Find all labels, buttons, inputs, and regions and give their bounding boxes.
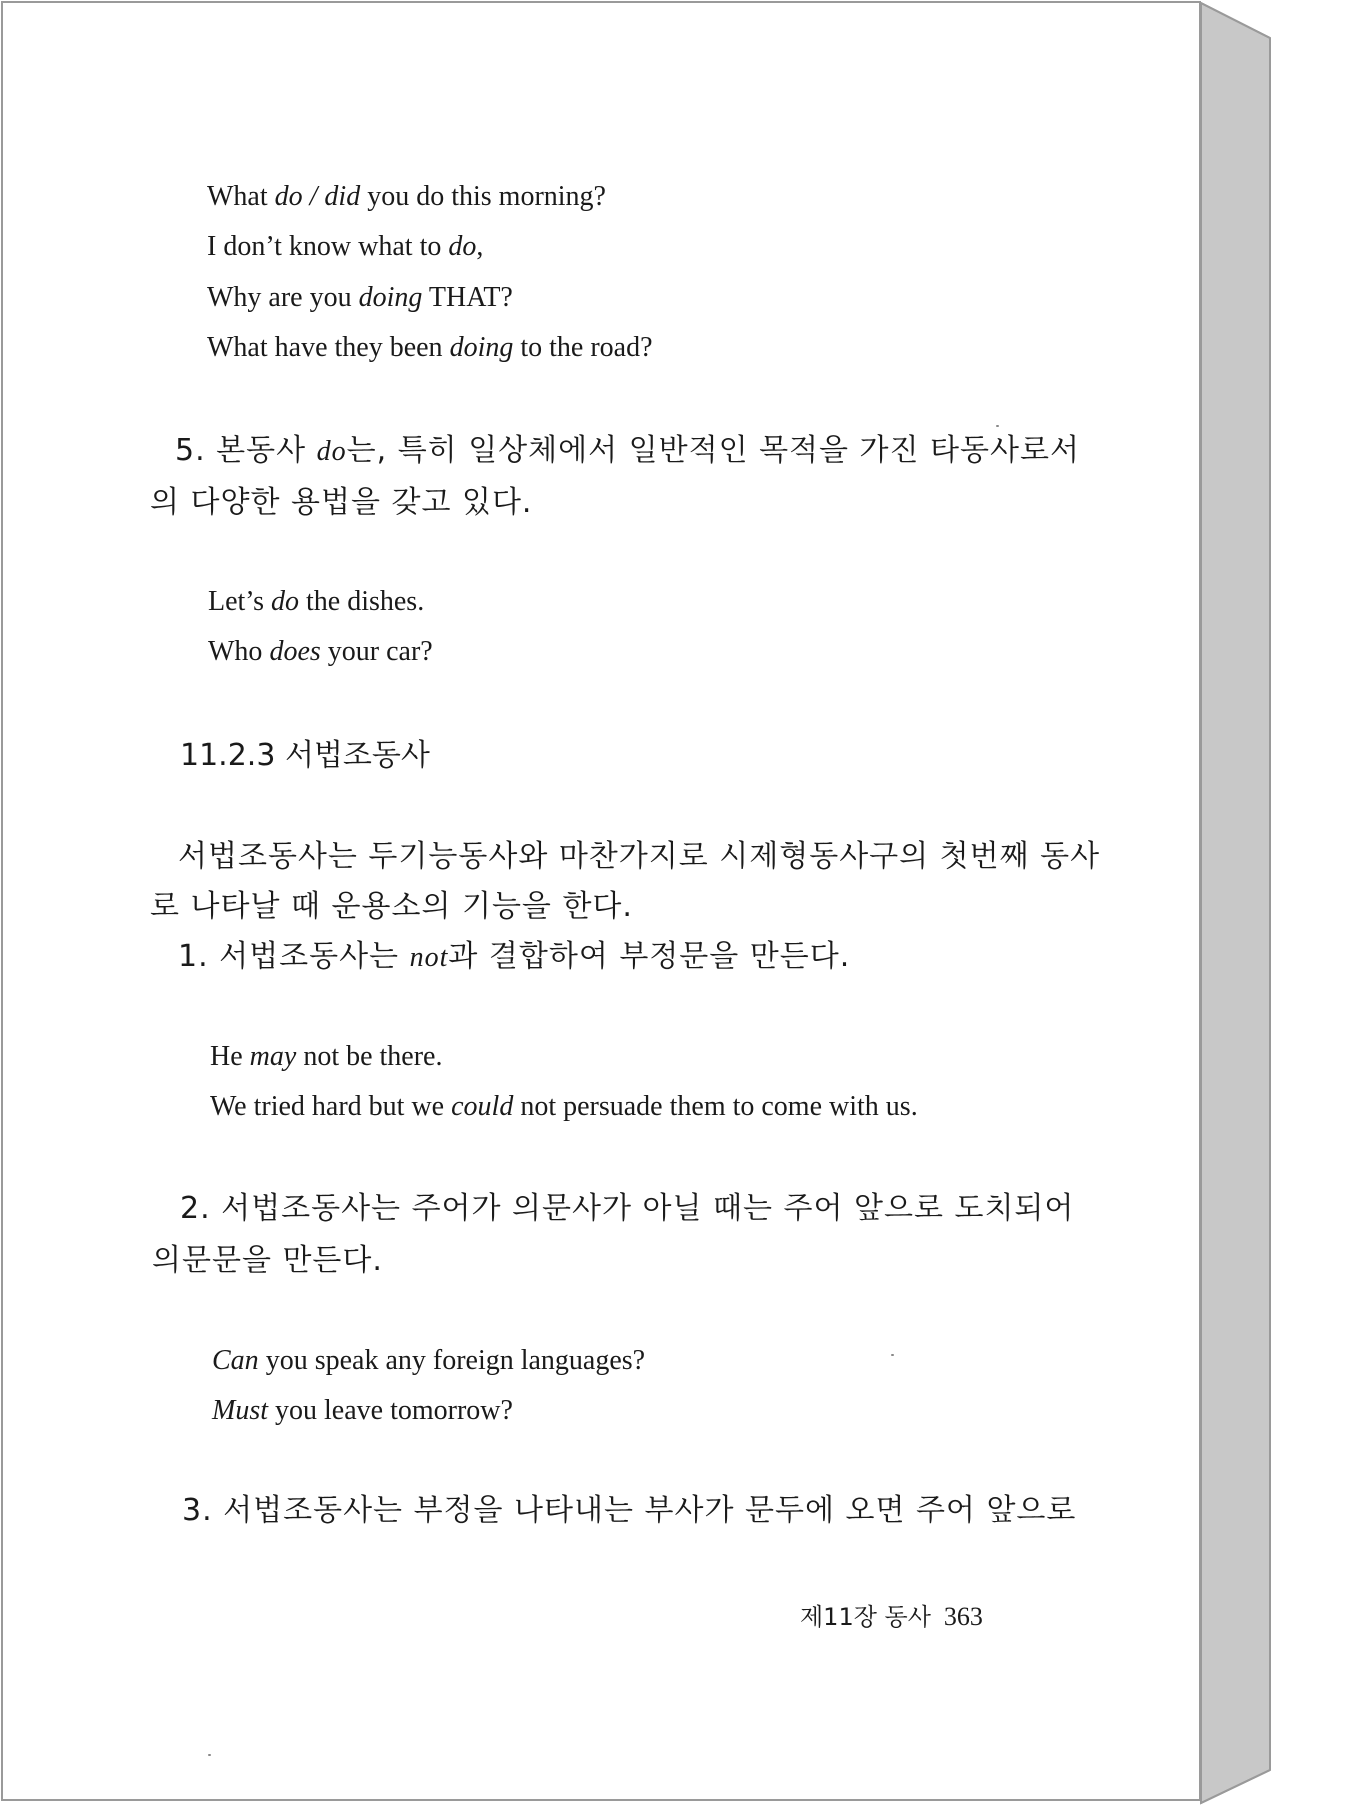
paragraph-line: 5. 본동사 do는, 특히 일상체에서 일반적인 목적을 가진 타동사로서 — [175, 433, 1080, 468]
example-line: He may not be there. — [210, 1041, 443, 1072]
scan-speck — [208, 1754, 211, 1756]
example-line: What do / did you do this morning? — [207, 181, 606, 212]
scan-speck — [891, 1354, 894, 1356]
example-line: Can you speak any foreign languages? — [212, 1345, 646, 1376]
paragraph-line: 2. 서법조동사는 주어가 의문사가 아닐 때는 주어 앞으로 도치되어 — [180, 1191, 1075, 1226]
paragraph-line: 의문문을 만든다. — [152, 1243, 383, 1278]
example-line: Who does your car? — [208, 636, 433, 667]
page-footer — [800, 1604, 983, 1630]
chapter-label: 제11장 동사 — [800, 1603, 931, 1631]
example-line: What have they been doing to the road? — [207, 332, 653, 363]
example-line: I don’t know what to do, — [207, 231, 484, 262]
section-heading: 11.2.3 서법조동사 — [180, 738, 430, 773]
paragraph-line: 1. 서법조동사는 not과 결합하여 부정문을 만든다. — [178, 939, 851, 974]
paragraph-line: 서법조동사는 두기능동사와 마찬가지로 시제형동사구의 첫번째 동사 — [178, 839, 1101, 874]
example-line: Must you leave tomorrow? — [212, 1395, 513, 1426]
paragraph-line: 3. 서법조동사는 부정을 나타내는 부사가 문두에 오면 주어 앞으로 — [182, 1493, 1077, 1528]
example-line: We tried hard but we could not persuade them to come with us. — [210, 1091, 918, 1122]
example-line: Why are you doing THAT? — [207, 282, 513, 313]
example-line: Let’s do the dishes. — [208, 586, 425, 617]
scan-speck — [996, 425, 999, 427]
paragraph-line: 의 다양한 용법을 갖고 있다. — [150, 485, 533, 520]
page-number: 363 — [943, 1602, 983, 1631]
paragraph-line: 로 나타날 때 운용소의 기능을 한다. — [150, 889, 633, 924]
